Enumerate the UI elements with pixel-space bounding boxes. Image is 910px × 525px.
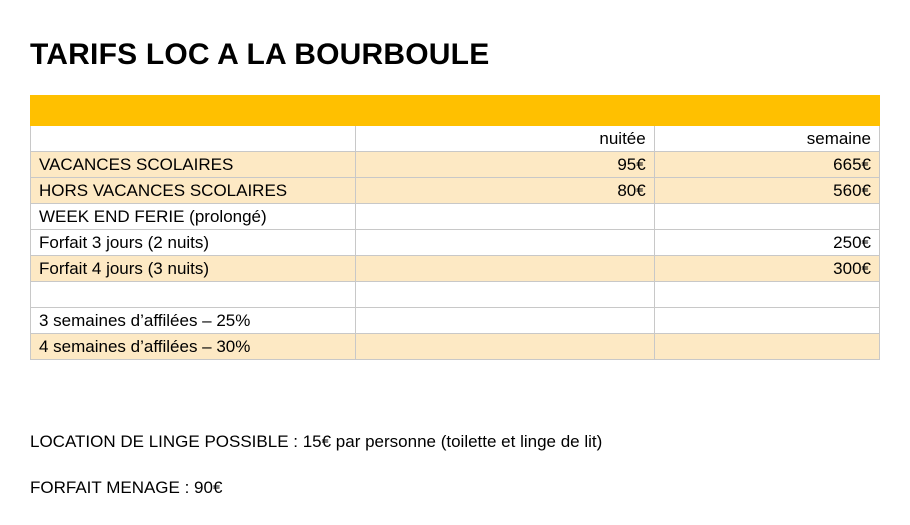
row-label: HORS VACANCES SCOLAIRES bbox=[31, 178, 356, 204]
table-row bbox=[31, 282, 880, 308]
column-header-label bbox=[31, 126, 356, 152]
note-cleaning-fee: FORFAIT MENAGE : 90€ bbox=[30, 478, 223, 497]
row-week-price bbox=[654, 282, 879, 308]
header-cell-blank-3 bbox=[654, 96, 879, 126]
row-label: Forfait 3 jours (2 nuits) bbox=[31, 230, 356, 256]
row-week-price: 560€ bbox=[654, 178, 879, 204]
row-label: Forfait 4 jours (3 nuits) bbox=[31, 256, 356, 282]
row-week-price bbox=[654, 334, 879, 360]
table-row bbox=[31, 230, 880, 256]
table-column-headers bbox=[31, 126, 880, 152]
row-label: WEEK END FERIE (prolongé) bbox=[31, 204, 356, 230]
table-row bbox=[31, 256, 880, 282]
table-row bbox=[31, 334, 880, 360]
pricing-table bbox=[30, 95, 880, 360]
row-night-price bbox=[356, 230, 654, 256]
table-row bbox=[31, 308, 880, 334]
column-header-week: semaine bbox=[654, 126, 879, 152]
table-row bbox=[31, 152, 880, 178]
row-label: VACANCES SCOLAIRES bbox=[31, 152, 356, 178]
table-row bbox=[31, 204, 880, 230]
header-cell-blank-1 bbox=[31, 96, 356, 126]
row-week-price: 300€ bbox=[654, 256, 879, 282]
row-label: 3 semaines d’affilées – 25% bbox=[31, 308, 356, 334]
row-night-price: 95€ bbox=[356, 152, 654, 178]
row-week-price: 250€ bbox=[654, 230, 879, 256]
header-cell-blank-2 bbox=[356, 96, 654, 126]
row-week-price bbox=[654, 308, 879, 334]
table-header-band bbox=[31, 96, 880, 126]
row-week-price bbox=[654, 204, 879, 230]
row-night-price bbox=[356, 204, 654, 230]
row-night-price: 80€ bbox=[356, 178, 654, 204]
table-row bbox=[31, 178, 880, 204]
row-night-price bbox=[356, 308, 654, 334]
row-night-price bbox=[356, 334, 654, 360]
row-label: 4 semaines d’affilées – 30% bbox=[31, 334, 356, 360]
row-night-price bbox=[356, 256, 654, 282]
row-label bbox=[31, 282, 356, 308]
row-week-price: 665€ bbox=[654, 152, 879, 178]
row-night-price bbox=[356, 282, 654, 308]
note-linen-rental: LOCATION DE LINGE POSSIBLE : 15€ par personne (toilette et linge de lit) bbox=[30, 432, 603, 451]
column-header-night: nuitée bbox=[356, 126, 654, 152]
page-title: TARIFS LOC A LA BOURBOULE bbox=[30, 38, 490, 71]
